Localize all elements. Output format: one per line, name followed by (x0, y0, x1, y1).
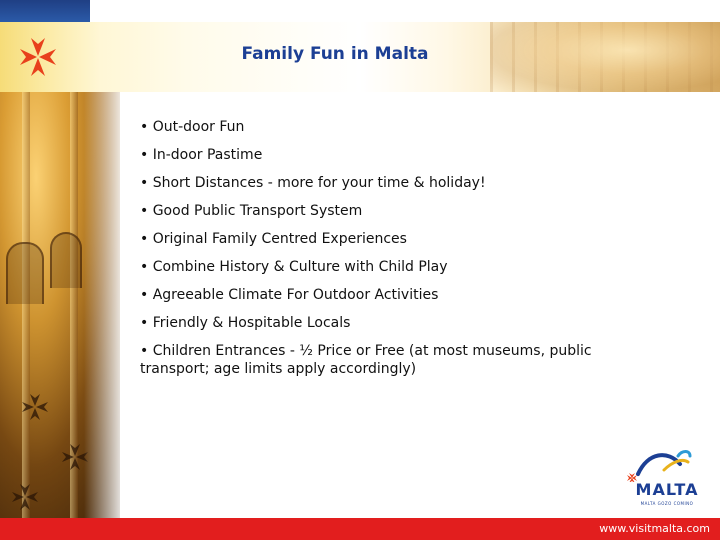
footer-url[interactable]: www.visitmalta.com (599, 522, 710, 535)
logo-swoosh-icon (624, 448, 704, 482)
bullet-item: • Original Family Centred Experiences (140, 231, 407, 247)
floor-cross-icon (10, 482, 40, 512)
photo-column (22, 92, 30, 518)
bullet-item: • Out-door Fun (140, 119, 245, 135)
top-blue-bar (0, 0, 90, 22)
slide-title: Family Fun in Malta (241, 44, 429, 64)
malta-logo (624, 448, 704, 512)
logo-wordmark: MALTA (635, 480, 699, 499)
photo-arch (6, 242, 44, 304)
bullet-item: • Combine History & Culture with Child Play (140, 259, 448, 275)
bullet-item: • Friendly & Hospitable Locals (140, 315, 351, 331)
footer-bar (0, 518, 720, 540)
bullet-item: • Agreeable Climate For Outdoor Activities (140, 287, 439, 303)
photo-column (70, 92, 78, 518)
bullet-item: • In-door Pastime (140, 147, 263, 163)
bullet-item: • Children Entrances - ½ Price or Free (at most museums, public transport; age limits apply accordingly) (140, 343, 592, 377)
header-photo (490, 22, 720, 92)
floor-cross-icon (20, 392, 50, 422)
photo-arch (50, 232, 82, 288)
bullet-list (140, 118, 620, 388)
left-photo-courtyard (0, 92, 120, 518)
logo-tagline: MALTA GOZO COMINO (640, 501, 694, 506)
bullet-item: • Short Distances - more for your time & holiday! (140, 175, 486, 191)
maltese-cross-icon (18, 34, 58, 80)
floor-cross-icon (60, 442, 90, 472)
bullet-item: • Good Public Transport System (140, 203, 363, 219)
